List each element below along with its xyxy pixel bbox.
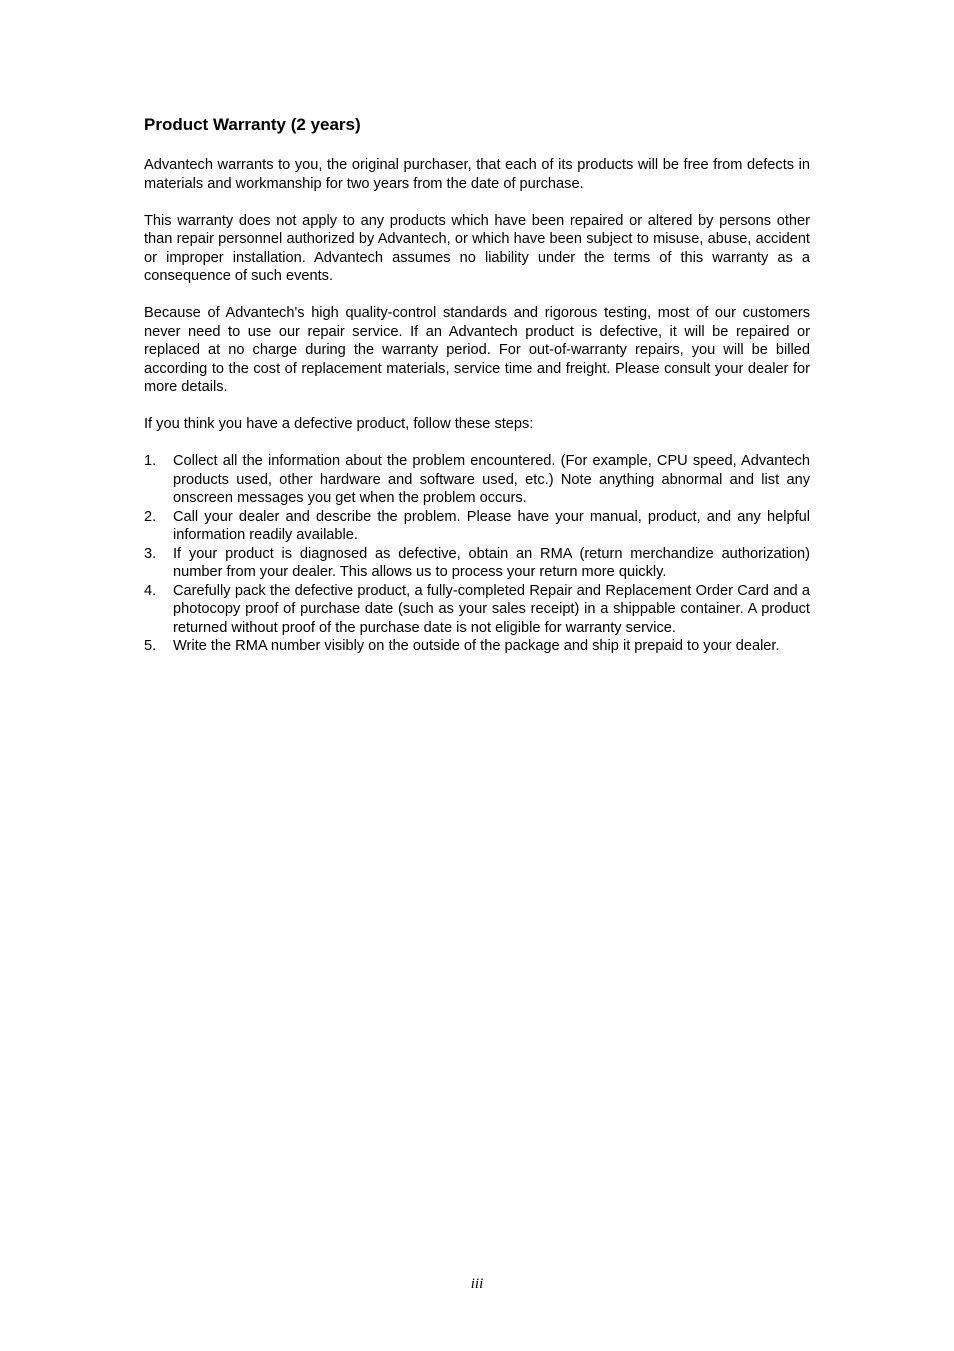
step-number: 5. (144, 638, 157, 654)
step-number: 3. (144, 545, 157, 562)
list-item (144, 545, 810, 582)
step-text: Carefully pack the defective product, a fully-completed Repair and Replacement Order Card and a photocopy proof of purchase date (such as your sales receipt) in a shippable container. A product returned without proof of the purchase date is not eligible for warranty service. (173, 582, 810, 636)
paragraph-repair-policy: Because of Advantech's high quality-control standards and rigorous testing, most of our customers never need to use our repair service. If an Advantech product is defective, it will be repaired or replaced at no charge during the warranty period. For out-of-warranty repairs, you will be billed according to the cost of replacement materials, service time and freight. Please consult your dealer for more details. (144, 305, 810, 395)
list-item (144, 452, 810, 508)
steps-list (144, 452, 810, 656)
list-item (144, 637, 810, 656)
list-item (144, 508, 810, 545)
paragraph-warranty-scope: Advantech warrants to you, the original purchaser, that each of its products will be free from defects in materials and workmanship for two years from the date of purchase. (144, 157, 810, 192)
paragraph-steps-intro: If you think you have a defective product, follow these steps: (144, 416, 534, 432)
step-text: Call your dealer and describe the problem. Please have your manual, product, and any helpful information readily available. (173, 508, 810, 543)
list-item (144, 582, 810, 638)
step-text: If your product is diagnosed as defective, obtain an RMA (return merchandize authorization) number from your dealer. This allows us to process your return more quickly. (173, 545, 810, 580)
document-body (144, 114, 810, 656)
page-number: iii (470, 1276, 484, 1292)
step-text: Write the RMA number visibly on the outside of the package and ship it prepaid to your dealer. (173, 638, 780, 654)
step-number: 4. (144, 582, 157, 599)
step-number: 1. (144, 453, 157, 469)
page-title: Product Warranty (2 years) (144, 115, 361, 134)
paragraph-warranty-exclusions: This warranty does not apply to any products which have been repaired or altered by persons other than repair personnel authorized by Advantech, or which have been subject to misuse, abuse, accident or improper installation. Advantech assumes no liability under the terms of this warranty as a consequence of such events. (144, 212, 810, 284)
step-text: Collect all the information about the problem encountered. (For example, CPU speed, Advantech products used, other hardware and software used, etc.) Note anything abnormal and list any onscreen messages you get when the problem occurs. (173, 453, 810, 506)
step-number: 2. (144, 508, 157, 525)
